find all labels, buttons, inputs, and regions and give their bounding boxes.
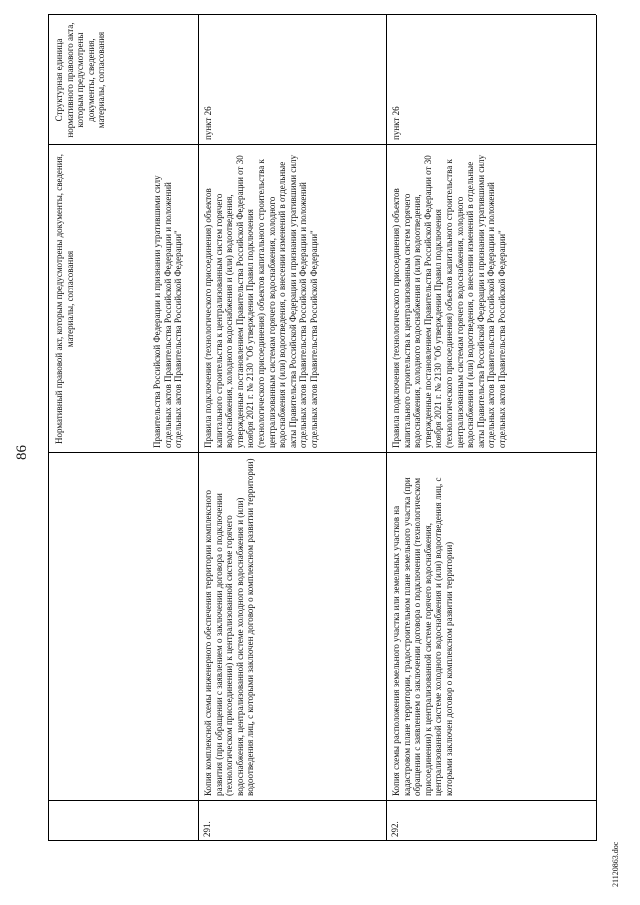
table-rule [48, 840, 596, 841]
table-rule [48, 14, 596, 15]
row-292-act: Правила подключения (технологического присоединения) объектов капитального строительства к централизованным систем горячего водоснабжения, холодного водоснабжения и (или) водоотведения, утвержденные постановлением Правительства Российской Федерации от 30 ноября 2021 г. № 2130 "Об утверждении Правил подключения (технологического присоединения) объектов капитального строительства к централизованным системам горячего водоснабжения, холодного водоснабжения и (или) водоотведения, о внесении изменений в отдельные акты Правительства Российской Федерации и признании утратившими силу отдельных актов Правительства Российской Федерации и положений отдельных актов Правительства Российской Федерации" [391, 154, 507, 448]
table-rule [386, 15, 387, 841]
table-rule [596, 15, 597, 841]
table-rule [48, 800, 596, 801]
row-291-unit: пункт 26 [203, 106, 213, 140]
table-rule [48, 144, 596, 145]
row-292-unit: пункт 26 [391, 106, 401, 140]
table-rule [48, 452, 596, 453]
table-rule [198, 15, 199, 841]
row-number-292: 292. [390, 821, 400, 837]
document-id: 21120863.doc [611, 841, 620, 887]
table-rule [48, 15, 49, 841]
page-number: 86 [14, 445, 30, 460]
row-291-name: Копия комплексной схемы инженерного обеспечения территории комплексного развития (при обращении с заявлением о заключении договора о подключении (технологическом присоединении) к централизованной системе горячего водоснабжения, централизованной системе холодного водоснабжения и (или) водоотведения лиц, с которыми заключен договор о комплексном развитии территории) [203, 458, 256, 796]
row-291-act: Правила подключения (технологического присоединения) объектов капитального строительства к централизованным систем горячего водоснабжения, холодного водоснабжения и (или) водоотведения, утвержденные постановлением Правительства Российской Федерации от 30 ноября 2021 г. № 2130 "Об утверждении Правил подключения (технологического присоединения) объектов капитального строительства к централизованным системам горячего водоснабжения, холодного водоснабжения и (или) водоотведения, о внесении изменений в отдельные акты Правительства Российской Федерации и признании утратившими силу отдельных актов Правительства Российской Федерации и положений отдельных актов Правительства Российской Федерации" [203, 154, 319, 448]
header-unit: Структурная единица нормативного правового акта, которым предусмотрены документы, сведения, материалы, согласования [54, 22, 107, 138]
row-number-291: 291. [202, 821, 212, 837]
row-292-name: Копия схемы расположения земельного участка или земельных участков на кадастровом плане территории, градостроительном плане земельного участка (при обращении с заявлением о заключении договора о подключении (технологическом присоединении) к централизованной системе горячего водоснабжения, централизованной системе холодного водоснабжения и (или) водоотведения лиц, с которыми заключен договор о комплексном развитии территории) [391, 477, 454, 796]
act-continuation: Правительства Российской Федерации и признании утратившими силу отдельных актов Правительства Российской Федерации и положений отдельных актов Правительства Российской Федерации" [152, 175, 184, 448]
header-act: Нормативный правовой акт, которым предусмотрены документы, сведения, материалы, согласования [54, 154, 75, 444]
